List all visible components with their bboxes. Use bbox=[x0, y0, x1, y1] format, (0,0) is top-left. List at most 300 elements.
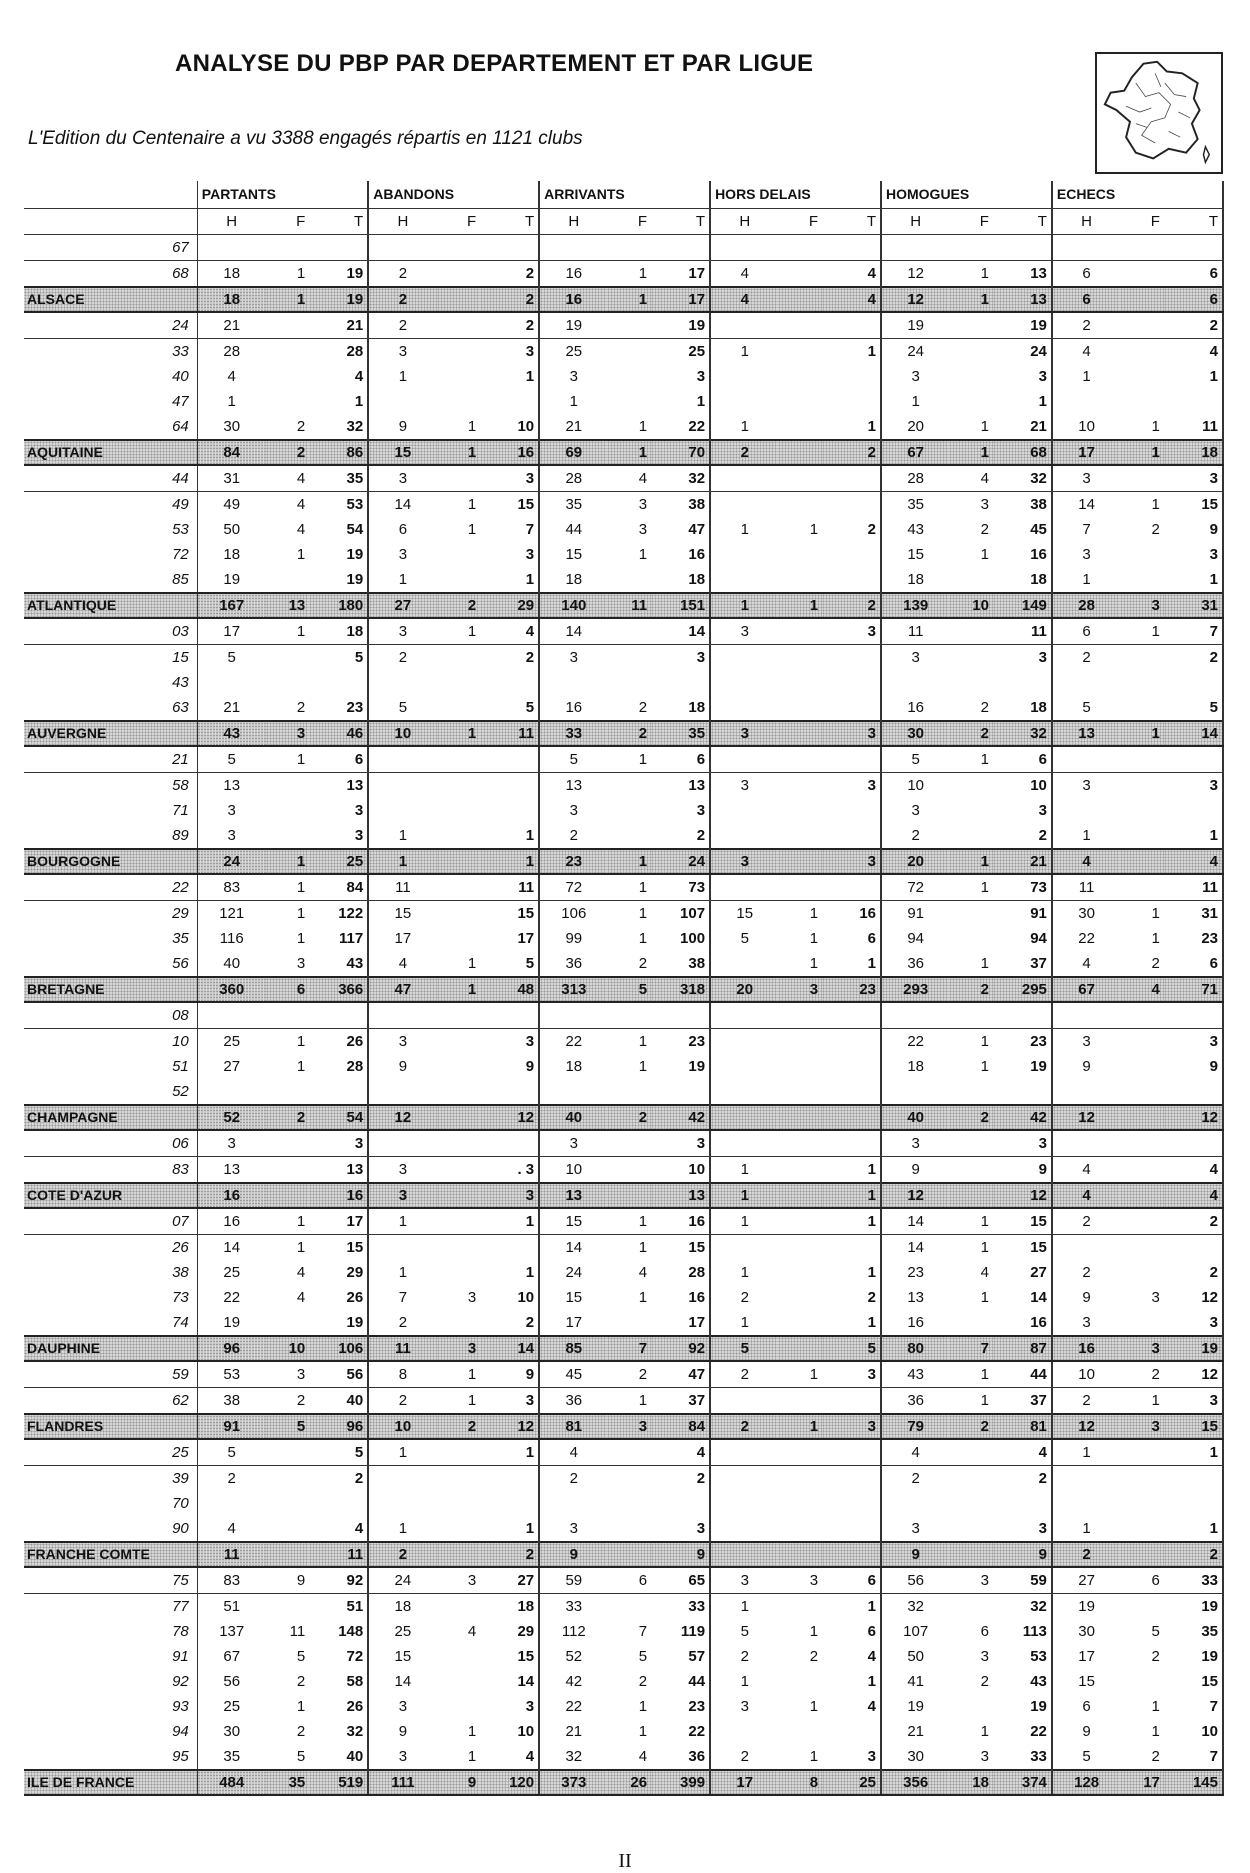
value-cell bbox=[437, 1054, 481, 1079]
value-cell: 28 bbox=[309, 339, 368, 365]
value-cell: 15 bbox=[1052, 1669, 1120, 1694]
dept-code: 22 bbox=[24, 874, 197, 901]
total-cell: 69 bbox=[539, 440, 607, 465]
subcol-header: H bbox=[710, 209, 778, 235]
value-cell bbox=[1120, 823, 1164, 849]
value-cell: 15 bbox=[480, 1644, 539, 1669]
value-cell bbox=[822, 312, 881, 339]
value-cell: 35 bbox=[309, 465, 368, 492]
value-cell bbox=[710, 874, 778, 901]
value-cell: 2 bbox=[1151, 521, 1160, 538]
value-cell: 107 bbox=[651, 901, 710, 927]
value-cell bbox=[1120, 1466, 1164, 1492]
total-cell: 2 bbox=[607, 721, 651, 746]
value-cell: 1 bbox=[1151, 930, 1160, 947]
subcol-header: T bbox=[1164, 209, 1223, 235]
value-cell: 3 bbox=[651, 798, 710, 823]
total-cell: 79 bbox=[881, 1414, 949, 1439]
value-cell: 6 bbox=[309, 746, 368, 773]
value-cell bbox=[710, 364, 778, 389]
dept-row bbox=[24, 645, 1223, 671]
value-cell: 2 bbox=[1151, 955, 1160, 972]
value-cell bbox=[437, 746, 481, 773]
value-cell: 7 bbox=[1164, 1694, 1223, 1719]
value-cell: 1 bbox=[368, 364, 436, 389]
value-cell: 15 bbox=[480, 492, 539, 518]
dept-code: 21 bbox=[24, 746, 197, 773]
value-cell bbox=[778, 645, 822, 671]
value-cell bbox=[437, 1594, 481, 1620]
total-cell: 15 bbox=[1164, 1414, 1223, 1439]
value-cell: 3 bbox=[881, 645, 949, 671]
value-cell: 3 bbox=[822, 618, 881, 645]
value-cell: 3 bbox=[368, 1694, 436, 1719]
value-cell bbox=[949, 567, 993, 593]
value-cell: 24 bbox=[539, 1260, 607, 1285]
total-cell: 3 bbox=[480, 1183, 539, 1208]
dept-code: 29 bbox=[172, 905, 189, 922]
value-cell: 2 bbox=[368, 261, 436, 288]
value-cell: 1 bbox=[467, 1392, 477, 1409]
value-cell: 1 bbox=[1052, 823, 1120, 849]
value-cell bbox=[822, 465, 881, 492]
value-cell: 19 bbox=[1052, 1594, 1120, 1620]
value-cell: 4 bbox=[368, 951, 436, 977]
value-cell: 5 bbox=[1164, 695, 1223, 721]
value-cell bbox=[266, 1594, 310, 1620]
dept-row bbox=[24, 1054, 1223, 1079]
league-name: FLANDRES bbox=[24, 1414, 197, 1439]
dept-row bbox=[24, 823, 1223, 849]
value-cell bbox=[822, 1516, 881, 1542]
value-cell: 1 bbox=[266, 618, 310, 645]
total-cell: 25 bbox=[822, 1770, 881, 1795]
total-cell: 13 bbox=[1052, 721, 1120, 746]
value-cell bbox=[266, 1310, 310, 1336]
value-cell: 1 bbox=[437, 618, 481, 645]
value-cell: 11 bbox=[480, 874, 539, 901]
value-cell bbox=[949, 1694, 993, 1719]
value-cell: 3 bbox=[980, 496, 989, 513]
value-cell bbox=[437, 465, 481, 492]
value-cell: 28 bbox=[539, 465, 607, 492]
value-cell bbox=[437, 1208, 481, 1235]
value-cell: 9 bbox=[1052, 1719, 1120, 1744]
value-cell bbox=[778, 414, 822, 440]
value-cell: 1 bbox=[710, 1669, 778, 1694]
value-cell: 1 bbox=[881, 389, 949, 414]
total-cell: 2 bbox=[368, 287, 436, 312]
value-cell: 1 bbox=[1164, 364, 1223, 389]
value-cell: 18 bbox=[539, 1054, 607, 1079]
dept-row bbox=[24, 1694, 1223, 1719]
value-cell bbox=[778, 1029, 822, 1055]
value-cell bbox=[607, 364, 651, 389]
dept-code: 68 bbox=[172, 265, 189, 282]
value-cell: 14 bbox=[881, 1208, 949, 1235]
value-cell bbox=[607, 1130, 651, 1157]
value-cell bbox=[778, 389, 822, 414]
total-cell: 14 bbox=[480, 1336, 539, 1361]
league-total-row bbox=[24, 287, 1223, 312]
value-cell: 1 bbox=[809, 905, 819, 922]
value-cell: 3 bbox=[368, 1157, 436, 1184]
subcol-header: F bbox=[437, 209, 481, 235]
value-cell: 1 bbox=[1052, 1516, 1120, 1542]
total-cell: 2 bbox=[949, 721, 993, 746]
dept-code: 38 bbox=[172, 1264, 189, 1281]
value-cell: 2 bbox=[881, 823, 949, 849]
value-cell: 2 bbox=[607, 1361, 651, 1388]
total-cell: 70 bbox=[651, 440, 710, 465]
value-cell: 4 bbox=[309, 1516, 368, 1542]
total-cell: 43 bbox=[197, 721, 265, 746]
value-cell: 3 bbox=[539, 364, 607, 389]
value-cell bbox=[437, 235, 481, 261]
total-cell: 484 bbox=[197, 1770, 265, 1795]
value-cell: 19 bbox=[1164, 1644, 1223, 1669]
dept-code: 92 bbox=[172, 1673, 189, 1690]
total-cell: 4 bbox=[1052, 849, 1120, 874]
value-cell bbox=[437, 364, 481, 389]
value-cell: 3 bbox=[993, 1516, 1052, 1542]
total-cell: 3 bbox=[437, 1336, 481, 1361]
value-cell: 19 bbox=[993, 1054, 1052, 1079]
value-cell: 3 bbox=[1164, 542, 1223, 567]
value-cell bbox=[822, 1235, 881, 1261]
dept-row bbox=[24, 1744, 1223, 1770]
dept-row bbox=[24, 1491, 1223, 1516]
value-cell bbox=[778, 339, 822, 365]
total-cell: 1 bbox=[949, 849, 993, 874]
subcol-header: H bbox=[881, 209, 949, 235]
value-cell: 10 bbox=[881, 773, 949, 799]
dept-code: 59 bbox=[24, 1361, 197, 1388]
dept-code: 70 bbox=[172, 1495, 189, 1512]
value-cell bbox=[266, 235, 310, 261]
total-cell: 11 bbox=[607, 593, 651, 618]
total-cell: 20 bbox=[710, 977, 778, 1002]
total-cell: 12 bbox=[1164, 1105, 1223, 1130]
value-cell: 28 bbox=[881, 465, 949, 492]
value-cell bbox=[710, 1516, 778, 1542]
value-cell: 2 bbox=[539, 1466, 607, 1492]
total-cell: 87 bbox=[993, 1336, 1052, 1361]
value-cell: 3 bbox=[539, 1130, 607, 1157]
value-cell: 65 bbox=[651, 1567, 710, 1594]
subcol-header: T bbox=[309, 209, 368, 235]
value-cell: 3 bbox=[710, 1567, 778, 1594]
value-cell: 1 bbox=[480, 1516, 539, 1542]
value-cell: 6 bbox=[1120, 1567, 1164, 1594]
dept-row bbox=[24, 1439, 1223, 1466]
value-cell bbox=[437, 695, 481, 721]
dept-row bbox=[24, 1669, 1223, 1694]
value-cell bbox=[778, 1157, 822, 1184]
total-cell: 1 bbox=[949, 287, 993, 312]
value-cell bbox=[710, 746, 778, 773]
value-cell bbox=[881, 670, 949, 695]
dept-code: 74 bbox=[172, 1314, 189, 1331]
value-cell: 56 bbox=[197, 1669, 265, 1694]
value-cell: 36 bbox=[881, 1388, 949, 1415]
value-cell bbox=[266, 773, 310, 799]
total-cell: 3 bbox=[1120, 1336, 1164, 1361]
value-cell bbox=[437, 261, 481, 288]
dept-row bbox=[24, 901, 1223, 927]
total-cell: 47 bbox=[368, 977, 436, 1002]
value-cell: 14 bbox=[881, 1235, 949, 1261]
dept-code: 64 bbox=[172, 418, 189, 435]
value-cell: 22 bbox=[197, 1285, 265, 1310]
dept-code: 39 bbox=[172, 1470, 189, 1487]
dept-row bbox=[24, 951, 1223, 977]
total-cell: 139 bbox=[881, 593, 949, 618]
value-cell: 21 bbox=[993, 414, 1052, 440]
total-cell: 18 bbox=[949, 1770, 993, 1795]
total-cell: 11 bbox=[197, 1542, 265, 1567]
value-cell bbox=[437, 312, 481, 339]
value-cell bbox=[710, 492, 778, 518]
value-cell bbox=[778, 364, 822, 389]
dept-row bbox=[24, 364, 1223, 389]
value-cell: 30 bbox=[1052, 1619, 1120, 1644]
value-cell bbox=[949, 901, 993, 927]
value-cell bbox=[437, 389, 481, 414]
value-cell bbox=[437, 1002, 481, 1029]
value-cell bbox=[1120, 1310, 1164, 1336]
value-cell: 3 bbox=[296, 955, 306, 972]
value-cell bbox=[949, 1310, 993, 1336]
total-cell: 30 bbox=[881, 721, 949, 746]
total-cell: 35 bbox=[651, 721, 710, 746]
total-cell: 16 bbox=[309, 1183, 368, 1208]
value-cell: 6 bbox=[1052, 261, 1120, 288]
total-cell: 313 bbox=[539, 977, 607, 1002]
value-cell bbox=[607, 773, 651, 799]
value-cell: 2 bbox=[710, 1285, 778, 1310]
total-cell: 12 bbox=[1052, 1414, 1120, 1439]
value-cell bbox=[710, 951, 778, 977]
value-cell: 4 bbox=[822, 1644, 881, 1669]
value-cell: 3 bbox=[1164, 1388, 1223, 1415]
value-cell: 4 bbox=[638, 1264, 648, 1281]
dept-row bbox=[24, 1644, 1223, 1669]
value-cell: 15 bbox=[309, 1235, 368, 1261]
value-cell: 10 bbox=[1052, 414, 1120, 440]
total-cell: 2 bbox=[437, 1414, 481, 1439]
total-cell: 18 bbox=[1164, 440, 1223, 465]
value-cell bbox=[710, 389, 778, 414]
value-cell bbox=[778, 1388, 822, 1415]
dept-code: 62 bbox=[172, 1392, 189, 1409]
value-cell bbox=[1052, 1130, 1120, 1157]
total-cell: 1 bbox=[778, 1414, 822, 1439]
value-cell bbox=[368, 1002, 436, 1029]
total-cell: 28 bbox=[1052, 593, 1120, 618]
value-cell: 3 bbox=[822, 1361, 881, 1388]
value-cell: 18 bbox=[881, 1054, 949, 1079]
value-cell: 2 bbox=[1151, 1648, 1160, 1665]
value-cell: 4 bbox=[651, 1439, 710, 1466]
value-cell: 5 bbox=[539, 746, 607, 773]
value-cell: 3 bbox=[368, 1744, 436, 1770]
value-cell: 25 bbox=[539, 339, 607, 365]
value-cell: 3 bbox=[480, 1388, 539, 1415]
total-cell: 25 bbox=[309, 849, 368, 874]
value-cell: 32 bbox=[881, 1594, 949, 1620]
value-cell: 1 bbox=[368, 823, 436, 849]
value-cell: 40 bbox=[309, 1388, 368, 1415]
value-cell: 19 bbox=[309, 1310, 368, 1336]
value-cell: 1 bbox=[949, 874, 993, 901]
dept-row bbox=[24, 261, 1223, 288]
dept-row bbox=[24, 312, 1223, 339]
total-cell bbox=[437, 1542, 481, 1567]
total-cell: 18 bbox=[197, 287, 265, 312]
dept-row bbox=[24, 618, 1223, 645]
total-cell: 5 bbox=[710, 1336, 778, 1361]
value-cell bbox=[710, 235, 778, 261]
value-cell: 13 bbox=[539, 773, 607, 799]
value-cell: 35 bbox=[881, 492, 949, 518]
dept-row bbox=[24, 798, 1223, 823]
value-cell: 27 bbox=[993, 1260, 1052, 1285]
value-cell: 3 bbox=[1052, 773, 1120, 799]
value-cell: 6 bbox=[993, 746, 1052, 773]
value-cell: 43 bbox=[881, 517, 949, 542]
value-cell bbox=[607, 1002, 651, 1029]
value-cell bbox=[1120, 773, 1164, 799]
league-name: AQUITAINE bbox=[24, 440, 197, 465]
value-cell: 3 bbox=[480, 465, 539, 492]
value-cell bbox=[1120, 1029, 1164, 1055]
value-cell: 3 bbox=[993, 798, 1052, 823]
dept-code: 73 bbox=[172, 1289, 189, 1306]
value-cell bbox=[949, 1157, 993, 1184]
value-cell bbox=[266, 670, 310, 695]
subcol-header: F bbox=[949, 209, 993, 235]
league-name: ALSACE bbox=[24, 287, 197, 312]
subcol-header: F bbox=[266, 209, 310, 235]
value-cell: 2 bbox=[1164, 1260, 1223, 1285]
value-cell: 13 bbox=[197, 1157, 265, 1184]
value-cell bbox=[1120, 1260, 1164, 1285]
value-cell: 3 bbox=[651, 364, 710, 389]
value-cell: 6 bbox=[607, 1567, 651, 1594]
value-cell: 40 bbox=[309, 1744, 368, 1770]
dept-code: 75 bbox=[24, 1567, 197, 1594]
total-cell: 17 bbox=[651, 287, 710, 312]
value-cell bbox=[1120, 1235, 1164, 1261]
value-cell: 32 bbox=[993, 465, 1052, 492]
value-cell bbox=[949, 670, 993, 695]
value-cell: 11 bbox=[1164, 874, 1223, 901]
value-cell bbox=[778, 874, 822, 901]
value-cell bbox=[437, 542, 481, 567]
value-cell: 2 bbox=[651, 1466, 710, 1492]
total-cell: 3 bbox=[1120, 1414, 1164, 1439]
value-cell bbox=[266, 312, 310, 339]
value-cell bbox=[778, 492, 822, 518]
value-cell: 2 bbox=[480, 312, 539, 339]
value-cell: 18 bbox=[197, 261, 265, 288]
total-cell: 1 bbox=[949, 440, 993, 465]
value-cell bbox=[1052, 798, 1120, 823]
total-cell: 9 bbox=[651, 1542, 710, 1567]
total-cell: 40 bbox=[539, 1105, 607, 1130]
value-cell: 11 bbox=[368, 874, 436, 901]
value-cell: 38 bbox=[993, 492, 1052, 518]
value-cell: 83 bbox=[197, 874, 265, 901]
value-cell bbox=[949, 1516, 993, 1542]
value-cell bbox=[949, 1594, 993, 1620]
value-cell: 13 bbox=[993, 261, 1052, 288]
total-cell: 519 bbox=[309, 1770, 368, 1795]
value-cell: 4 bbox=[1052, 339, 1120, 365]
value-cell bbox=[1120, 1157, 1164, 1184]
value-cell: 2 bbox=[368, 312, 436, 339]
value-cell: 32 bbox=[309, 1719, 368, 1744]
total-cell: 10 bbox=[949, 593, 993, 618]
value-cell: 12 bbox=[1164, 1361, 1223, 1388]
value-cell bbox=[368, 1130, 436, 1157]
value-cell bbox=[437, 1439, 481, 1466]
value-cell: 1 bbox=[710, 339, 778, 365]
value-cell: 2 bbox=[1052, 1208, 1120, 1235]
value-cell: 17 bbox=[539, 1310, 607, 1336]
value-cell bbox=[710, 670, 778, 695]
total-cell: 11 bbox=[480, 721, 539, 746]
total-cell: 1 bbox=[710, 593, 778, 618]
dept-row bbox=[24, 1285, 1223, 1310]
total-cell: 8 bbox=[778, 1770, 822, 1795]
total-cell: 5 bbox=[266, 1414, 310, 1439]
total-cell: 128 bbox=[1052, 1770, 1120, 1795]
value-cell: 15 bbox=[993, 1208, 1052, 1235]
value-cell: 9 bbox=[368, 1719, 436, 1744]
value-cell bbox=[266, 364, 310, 389]
value-cell bbox=[437, 339, 481, 365]
value-cell: 19 bbox=[993, 1694, 1052, 1719]
value-cell bbox=[1120, 312, 1164, 339]
value-cell bbox=[368, 389, 436, 414]
value-cell bbox=[1120, 746, 1164, 773]
value-cell bbox=[1120, 1594, 1164, 1620]
total-cell: 67 bbox=[1052, 977, 1120, 1002]
value-cell bbox=[778, 1310, 822, 1336]
dept-row bbox=[24, 414, 1223, 440]
value-cell: 72 bbox=[309, 1644, 368, 1669]
value-cell bbox=[266, 1157, 310, 1184]
value-cell: 2 bbox=[1052, 312, 1120, 339]
value-cell: 2 bbox=[651, 823, 710, 849]
dept-row bbox=[24, 542, 1223, 567]
league-name: CHAMPAGNE bbox=[24, 1105, 197, 1130]
value-cell: 15 bbox=[368, 1644, 436, 1669]
value-cell: 2 bbox=[638, 699, 648, 716]
value-cell: 43 bbox=[993, 1669, 1052, 1694]
value-cell: 1 bbox=[809, 1623, 819, 1640]
value-cell: 9 bbox=[368, 1054, 436, 1079]
total-cell: 17 bbox=[1052, 440, 1120, 465]
value-cell: 2 bbox=[296, 1673, 306, 1690]
value-cell bbox=[993, 1002, 1052, 1029]
value-cell: 29 bbox=[480, 1619, 539, 1644]
value-cell bbox=[607, 1079, 651, 1105]
total-cell: 11 bbox=[368, 1336, 436, 1361]
total-cell: 11 bbox=[309, 1542, 368, 1567]
